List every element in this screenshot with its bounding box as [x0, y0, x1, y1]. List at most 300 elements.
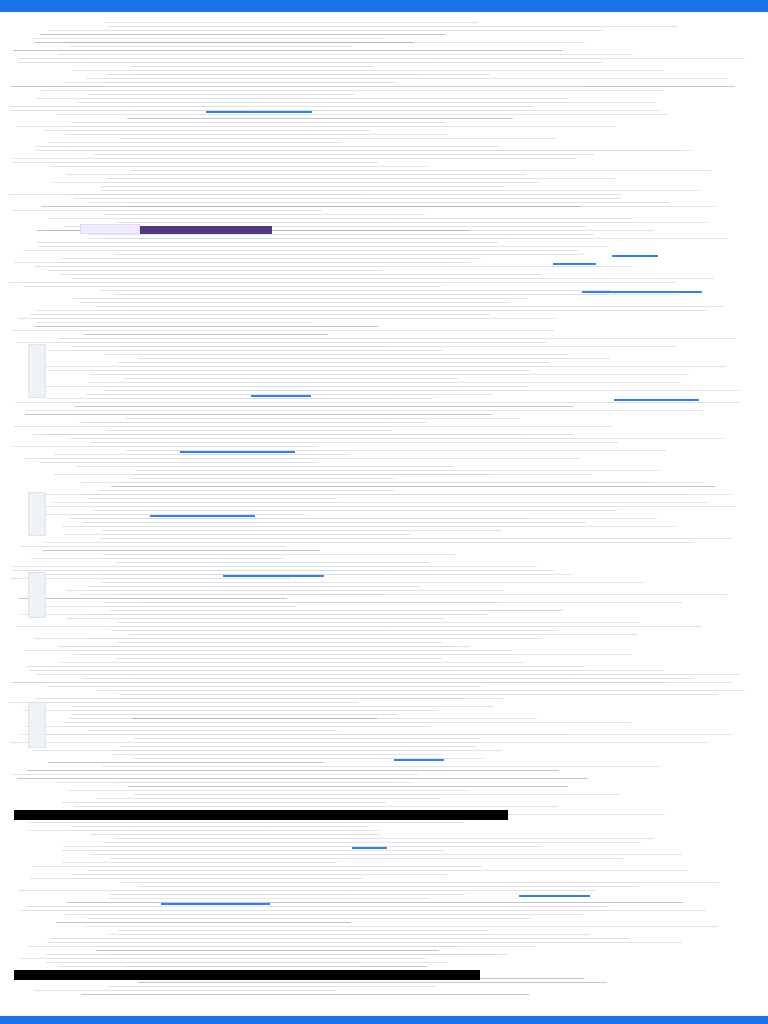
faint-text-lines: [0, 12, 768, 1016]
text-line: [125, 450, 666, 451]
text-line: [107, 390, 462, 391]
link-underline[interactable]: [519, 895, 590, 897]
text-line: [29, 822, 464, 823]
text-line: [56, 922, 351, 923]
text-line: [47, 942, 682, 943]
text-line: [27, 906, 609, 907]
text-line: [102, 530, 502, 531]
text-line: [63, 42, 585, 43]
text-line: [9, 106, 249, 107]
text-line: [34, 146, 500, 147]
text-line: [67, 902, 684, 903]
text-line: [104, 390, 740, 391]
text-line: [47, 686, 481, 687]
text-line: [18, 890, 597, 891]
text-line: [134, 794, 619, 795]
text-line: [73, 346, 677, 347]
text-line: [12, 682, 669, 683]
text-line: [116, 658, 442, 659]
text-line: [79, 422, 387, 423]
text-line: [89, 586, 420, 587]
text-line: [119, 694, 718, 695]
text-line: [73, 654, 631, 655]
text-line: [17, 778, 588, 779]
text-line: [27, 770, 559, 771]
text-line: [135, 474, 492, 475]
text-line: [102, 766, 661, 767]
text-line: [110, 898, 429, 899]
link-underline[interactable]: [161, 903, 270, 905]
text-line: [87, 238, 727, 239]
link-underline[interactable]: [582, 291, 702, 293]
text-line: [35, 42, 414, 43]
text-line: [76, 110, 505, 111]
text-line: [73, 706, 494, 707]
text-line: [25, 458, 579, 459]
text-line: [86, 394, 493, 395]
text-line: [79, 594, 384, 595]
thumbnail: [28, 492, 46, 536]
text-line: [47, 270, 383, 271]
text-line: [16, 342, 546, 343]
text-line: [14, 426, 613, 427]
text-line: [23, 710, 436, 711]
text-line: [90, 374, 689, 375]
thumbnail: [28, 702, 46, 748]
text-line: [11, 774, 418, 775]
text-line: [27, 946, 460, 947]
text-line: [52, 166, 427, 167]
text-line: [18, 58, 745, 59]
text-line: [99, 290, 610, 291]
text-line: [118, 630, 391, 631]
text-line: [34, 638, 320, 639]
text-line: [133, 758, 484, 759]
text-line: [75, 406, 573, 407]
text-line: [33, 434, 574, 435]
text-line: [139, 602, 682, 603]
link-underline[interactable]: [352, 847, 387, 849]
text-line: [73, 874, 447, 875]
text-line: [105, 238, 510, 239]
text-line: [64, 722, 631, 723]
text-line: [100, 190, 700, 191]
text-line: [48, 370, 531, 371]
text-line: [33, 606, 296, 607]
text-line: [9, 282, 675, 283]
text-line: [62, 526, 675, 527]
text-line: [131, 830, 379, 831]
text-line: [48, 762, 324, 763]
text-line: [85, 422, 426, 423]
text-line: [51, 938, 629, 939]
text-line: [90, 834, 380, 835]
text-line: [102, 582, 645, 583]
text-line: [80, 302, 509, 303]
text-line: [121, 138, 556, 139]
text-line: [140, 222, 707, 223]
text-line: [86, 614, 476, 615]
text-line: [98, 86, 581, 87]
text-line: [110, 894, 351, 895]
text-line: [55, 782, 393, 783]
text-line: [113, 754, 441, 755]
text-line: [19, 958, 427, 959]
text-line: [108, 26, 678, 27]
text-line: [115, 254, 585, 255]
text-line: [118, 622, 639, 623]
text-line: [19, 598, 287, 599]
text-line: [11, 86, 735, 87]
text-line: [65, 914, 583, 915]
text-line: [114, 782, 413, 783]
text-line: [9, 194, 365, 195]
text-line: [105, 602, 500, 603]
text-line: [124, 378, 459, 379]
text-line: [132, 106, 533, 107]
text-line: [120, 746, 476, 747]
text-line: [34, 990, 336, 991]
text-line: [36, 322, 312, 323]
text-line: [20, 734, 733, 735]
text-line: [18, 318, 555, 319]
text-line: [16, 626, 702, 627]
text-line: [29, 670, 457, 671]
text-line: [128, 294, 681, 295]
highlight-block: [140, 226, 272, 234]
text-line: [109, 934, 590, 935]
text-line: [43, 514, 305, 515]
text-line: [71, 826, 367, 827]
text-line: [41, 206, 581, 207]
text-line: [63, 846, 540, 847]
text-line: [41, 90, 664, 91]
text-line: [28, 830, 270, 831]
text-line: [34, 266, 633, 267]
text-line: [81, 994, 529, 995]
text-line: [62, 802, 386, 803]
text-line: [100, 186, 503, 187]
text-line: [104, 214, 425, 215]
text-line: [43, 130, 371, 131]
text-line: [35, 698, 503, 699]
text-line: [37, 98, 567, 99]
text-line: [74, 806, 558, 807]
redaction-bar: [14, 810, 508, 820]
text-line: [85, 926, 718, 927]
text-line: [111, 486, 715, 487]
text-line: [131, 170, 711, 171]
link-underline[interactable]: [612, 255, 658, 257]
text-line: [70, 46, 353, 47]
text-line: [97, 798, 440, 799]
text-line: [12, 570, 555, 571]
redaction-bar: [14, 970, 480, 980]
text-line: [13, 50, 563, 51]
text-line: [24, 650, 511, 651]
text-line: [12, 158, 576, 159]
text-line: [66, 618, 444, 619]
text-line: [48, 142, 340, 143]
text-line: [37, 242, 498, 243]
text-line: [107, 954, 501, 955]
link-underline[interactable]: [394, 759, 444, 761]
text-line: [91, 854, 682, 855]
text-line: [60, 662, 525, 663]
text-line: [67, 150, 692, 151]
text-line: [23, 250, 579, 251]
text-line: [59, 274, 541, 275]
text-line: [102, 570, 387, 571]
text-line: [117, 222, 395, 223]
text-line: [45, 954, 508, 955]
text-line: [115, 838, 654, 839]
text-line: [108, 986, 435, 987]
text-line: [88, 498, 337, 499]
text-line: [81, 494, 686, 495]
text-line: [76, 518, 528, 519]
text-line: [26, 410, 704, 411]
text-line: [71, 714, 397, 715]
text-line: [59, 338, 736, 339]
text-line: [99, 490, 395, 491]
text-line: [84, 334, 328, 335]
text-line: [104, 354, 567, 355]
text-line: [69, 194, 622, 195]
text-line: [11, 330, 554, 331]
highlight-block: [80, 224, 140, 234]
text-line: [32, 38, 385, 39]
text-line: [87, 638, 540, 639]
text-line: [109, 398, 433, 399]
text-line: [97, 306, 723, 307]
text-line: [42, 550, 320, 551]
text-line: [49, 30, 603, 31]
text-line: [68, 438, 724, 439]
text-line: [120, 882, 719, 883]
text-line: [26, 666, 585, 667]
text-line: [54, 454, 348, 455]
text-line: [88, 94, 354, 95]
text-line: [65, 534, 410, 535]
text-line: [48, 218, 633, 219]
text-line: [13, 162, 378, 163]
text-line: [90, 442, 618, 443]
text-line: [62, 850, 444, 851]
text-line: [65, 134, 448, 135]
text-line: [93, 510, 617, 511]
link-underline[interactable]: [251, 395, 311, 397]
text-line: [127, 118, 513, 119]
text-line: [21, 546, 286, 547]
text-line: [60, 966, 363, 967]
text-line: [115, 294, 514, 295]
text-line: [66, 174, 526, 175]
text-line: [51, 670, 663, 671]
text-line: [88, 730, 337, 731]
text-line: [45, 434, 524, 435]
link-underline[interactable]: [206, 111, 312, 113]
text-line: [72, 298, 528, 299]
text-line: [31, 558, 283, 559]
text-line: [37, 674, 740, 675]
text-line: [73, 70, 663, 71]
link-underline[interactable]: [614, 399, 699, 401]
thumbnail: [28, 572, 46, 618]
text-line: [37, 506, 736, 507]
text-line: [132, 718, 377, 719]
text-line: [39, 462, 316, 463]
text-line: [88, 202, 670, 203]
text-line: [21, 614, 487, 615]
text-line: [128, 310, 518, 311]
text-line: [30, 878, 362, 879]
text-line: [83, 522, 586, 523]
text-line: [71, 122, 445, 123]
text-line: [126, 966, 427, 967]
text-line: [138, 358, 610, 359]
text-line: [119, 698, 466, 699]
text-line: [100, 538, 732, 539]
text-line: [94, 946, 536, 947]
text-line: [111, 630, 556, 631]
scroll-content[interactable]: [0, 12, 768, 1016]
text-line: [47, 398, 399, 399]
text-line: [115, 750, 404, 751]
text-line: [129, 74, 419, 75]
text-line: [110, 858, 623, 859]
text-line: [112, 894, 465, 895]
text-line: [32, 866, 482, 867]
text-line: [139, 886, 639, 887]
text-line: [107, 178, 615, 179]
text-line: [9, 702, 358, 703]
text-line: [62, 862, 337, 863]
text-line: [108, 430, 392, 431]
text-line: [41, 574, 573, 575]
text-line: [64, 82, 396, 83]
text-line: [126, 418, 520, 419]
text-line: [12, 210, 322, 211]
text-line: [35, 150, 678, 151]
text-line: [35, 310, 707, 311]
text-line: [103, 554, 455, 555]
text-line: [89, 234, 594, 235]
top-accent-bar: [0, 0, 768, 12]
text-line: [117, 610, 563, 611]
text-line: [88, 870, 687, 871]
text-line: [15, 402, 740, 403]
text-line: [11, 566, 537, 567]
text-line: [67, 790, 469, 791]
thumbnail: [28, 344, 46, 398]
text-line: [24, 286, 441, 287]
text-line: [85, 62, 435, 63]
text-line: [56, 114, 668, 115]
text-line: [70, 518, 657, 519]
bottom-accent-bar: [0, 1016, 768, 1024]
text-line: [41, 734, 567, 735]
text-line: [74, 198, 620, 199]
text-line: [59, 262, 448, 263]
text-line: [77, 102, 656, 103]
text-line: [123, 206, 716, 207]
text-line: [104, 22, 478, 23]
notes: [0, 12, 1, 13]
text-line: [136, 470, 659, 471]
link-underline[interactable]: [180, 451, 295, 453]
text-line: [10, 578, 290, 579]
text-line: [117, 594, 727, 595]
text-line: [107, 74, 490, 75]
link-underline[interactable]: [150, 515, 255, 517]
text-line: [103, 574, 434, 575]
text-line: [31, 366, 726, 367]
text-line: [93, 154, 594, 155]
text-line: [19, 910, 706, 911]
text-line: [128, 786, 568, 787]
text-line: [48, 350, 442, 351]
text-line: [116, 642, 443, 643]
text-line: [66, 590, 504, 591]
text-line: [61, 258, 481, 259]
text-line: [40, 34, 445, 35]
text-line: [45, 542, 693, 543]
text-line: [129, 634, 638, 635]
text-line: [131, 66, 374, 67]
text-line: [33, 750, 502, 751]
text-line: [120, 482, 704, 483]
text-line: [58, 54, 633, 55]
text-line: [25, 414, 492, 415]
text-line: [116, 562, 429, 563]
link-underline[interactable]: [553, 263, 596, 265]
text-line: [96, 950, 439, 951]
text-line: [25, 726, 431, 727]
text-line: [52, 502, 709, 503]
text-line: [81, 482, 651, 483]
text-line: [34, 326, 378, 327]
text-line: [54, 474, 592, 475]
text-line: [134, 738, 480, 739]
text-line: [86, 78, 728, 79]
text-line: [17, 126, 616, 127]
text-line: [109, 610, 561, 611]
text-line: [118, 930, 489, 931]
text-line: [11, 110, 661, 111]
text-line: [76, 466, 454, 467]
text-line: [103, 842, 641, 843]
text-line: [11, 682, 733, 683]
text-line: [65, 646, 470, 647]
text-line: [132, 478, 396, 479]
text-line: [30, 314, 490, 315]
text-line: [131, 678, 572, 679]
text-line: [46, 962, 448, 963]
text-line: [53, 182, 539, 183]
text-line: [89, 382, 681, 383]
text-line: [138, 982, 607, 983]
text-line: [17, 62, 602, 63]
text-line: [10, 742, 709, 743]
text-line: [117, 362, 550, 363]
text-line: [12, 446, 317, 447]
text-line: [38, 246, 608, 247]
text-line: [14, 262, 471, 263]
text-line: [37, 494, 731, 495]
link-underline[interactable]: [223, 575, 324, 577]
text-line: [33, 386, 528, 387]
